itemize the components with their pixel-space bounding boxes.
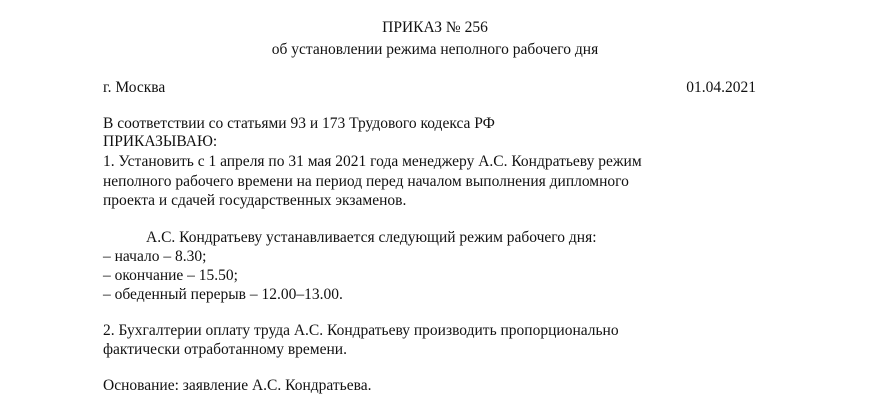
schedule-item-start: – начало – 8.30;	[103, 248, 207, 265]
document-title: ПРИКАЗ № 256	[382, 19, 488, 36]
document-date: 01.04.2021	[686, 79, 756, 96]
schedule-item-end: – окончание – 15.50;	[103, 267, 238, 284]
clause-2-line: фактически отработанному времени.	[103, 341, 347, 358]
clause-2-line: 2. Бухгалтерии оплату труда А.С. Кондратьеву производить пропорционально	[103, 322, 619, 339]
document-city: г. Москва	[103, 79, 166, 96]
clause-1-line: 1. Установить с 1 апреля по 31 мая 2021 года менеджеру А.С. Кондратьеву режим	[103, 153, 642, 170]
schedule-intro: А.С. Кондратьеву устанавливается следующий режим рабочего дня:	[146, 229, 597, 246]
schedule-item-lunch: – обеденный перерыв – 12.00–13.00.	[103, 286, 343, 303]
clause-1-line: неполного рабочего времени на период перед началом выполнения дипломного	[103, 173, 629, 190]
order-word: ПРИКАЗЫВАЮ:	[103, 133, 218, 150]
document-subtitle: об установлении режима неполного рабочего дня	[271, 41, 599, 58]
foundation-note: Основание: заявление А.С. Кондратьева.	[103, 377, 372, 394]
clause-1-line: проекта и сдачей государственных экзаменов.	[103, 192, 407, 209]
legal-basis: В соответствии со статьями 93 и 173 Трудового кодекса РФ	[103, 115, 495, 132]
